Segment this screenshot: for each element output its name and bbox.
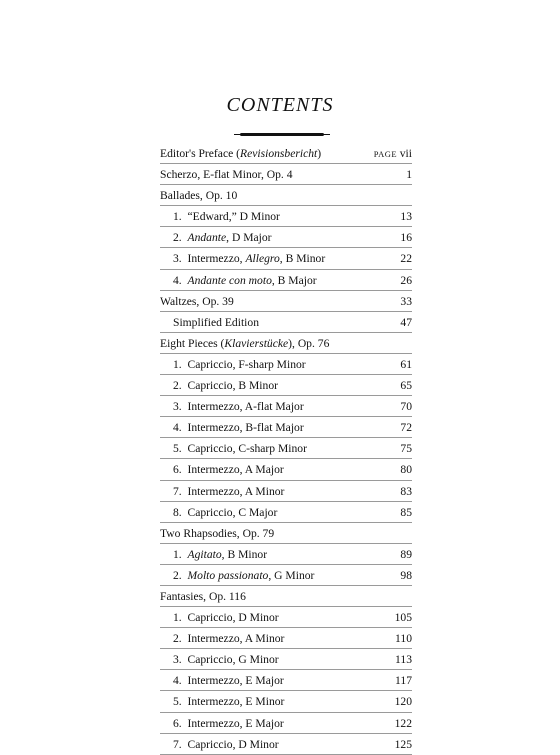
- toc-entry-row: [160, 375, 412, 396]
- toc-entry-page: 72: [400, 421, 412, 435]
- toc-entry-row: [160, 734, 412, 755]
- toc-entry-pre: Intermezzo, A-flat Major: [187, 400, 304, 414]
- toc-entry-page: 117: [395, 674, 412, 688]
- toc-entry-num: 6.: [173, 716, 182, 730]
- toc-entry-num: 4.: [173, 421, 182, 435]
- preface-post: ): [317, 147, 322, 160]
- toc-entry-page: 75: [400, 442, 412, 456]
- toc-entry-num: 2.: [173, 632, 182, 646]
- toc-entries: [160, 164, 412, 755]
- toc-entry-pre: Capriccio, D Minor: [187, 737, 279, 751]
- toc-entry-post: , D Major: [226, 231, 272, 245]
- toc-entry-num: 6.: [173, 463, 182, 477]
- toc-entry-title: [173, 569, 314, 582]
- toc-entry-page: 85: [400, 505, 412, 519]
- toc-entry-pre: Intermezzo, E Major: [187, 674, 284, 688]
- toc-entry-page: 61: [400, 357, 412, 371]
- toc-entry-page: 16: [400, 231, 412, 245]
- toc-entry-pre: Capriccio, D Minor: [187, 611, 279, 625]
- toc-entry-title: [173, 231, 272, 244]
- toc-entry-title: [160, 295, 234, 308]
- toc-entry-num: 2.: [173, 231, 182, 245]
- toc-entry-page: 1: [406, 168, 412, 182]
- toc-entry-page: 70: [400, 400, 412, 414]
- toc-entry-page: 22: [400, 252, 412, 266]
- toc-entry-post: , B Minor: [221, 547, 268, 561]
- toc-entry-row: [160, 396, 412, 417]
- toc-entry-page: 65: [400, 379, 412, 393]
- toc-entry-num: 3.: [173, 400, 182, 414]
- toc-entry-pre: “Edward,” D Minor: [187, 210, 280, 224]
- toc-entry-page: 122: [394, 716, 412, 730]
- toc-entry-page: 33: [400, 294, 412, 308]
- toc-entry-italic: Allegro: [245, 252, 280, 266]
- toc-entry-post: , G Minor: [268, 568, 315, 582]
- toc-entry-num: 4.: [173, 674, 182, 688]
- table-of-contents: [160, 143, 412, 755]
- toc-entry-post: ), Op. 76: [288, 336, 330, 350]
- toc-entry-pre: Scherzo, E-flat Minor, Op. 4: [160, 168, 293, 182]
- toc-entry-title: [173, 485, 284, 498]
- toc-entry-row: [160, 248, 412, 269]
- toc-entry-pre: Intermezzo, E Minor: [187, 695, 285, 709]
- toc-entry-title: [173, 738, 279, 751]
- preface-text: [160, 147, 321, 160]
- toc-entry-row: [160, 649, 412, 670]
- toc-entry-pre: Ballades, Op. 10: [160, 189, 238, 203]
- toc-entry-row: [160, 628, 412, 649]
- toc-entry-pre: Simplified Edition: [173, 315, 259, 329]
- preface-page: [374, 143, 412, 165]
- toc-entry-num: 2.: [173, 379, 182, 393]
- toc-entry-row: [160, 565, 412, 586]
- toc-entry-italic: Agitato: [187, 547, 222, 561]
- toc-entry-pre: Eight Pieces (: [160, 336, 225, 350]
- toc-entry-row: [160, 438, 412, 459]
- toc-entry-italic: Molto passionato: [187, 568, 269, 582]
- toc-entry-title: [173, 400, 304, 413]
- toc-entry-pre: Intermezzo, A Minor: [187, 484, 285, 498]
- toc-entry-title: [173, 274, 317, 287]
- toc-entry-row: [160, 291, 412, 312]
- toc-entry-title: [173, 717, 284, 730]
- toc-entry-title: [173, 632, 284, 645]
- toc-entry-title: [173, 421, 304, 434]
- toc-entry-num: 7.: [173, 737, 182, 751]
- toc-entry-title: [173, 379, 278, 392]
- toc-entry-row: [160, 185, 412, 206]
- toc-entry-num: 3.: [173, 252, 182, 266]
- toc-entry-title: [160, 337, 329, 350]
- toc-entry-pre: Capriccio, C Major: [187, 505, 278, 519]
- toc-entry-num: 1.: [173, 547, 182, 561]
- toc-entry-page: 113: [395, 653, 412, 667]
- toc-entry-title: [173, 316, 259, 329]
- toc-entry-row: [160, 333, 412, 354]
- toc-entry-num: 3.: [173, 653, 182, 667]
- toc-preface-row: [160, 143, 412, 164]
- toc-entry-row: [160, 481, 412, 502]
- toc-entry-row: [160, 206, 412, 227]
- toc-entry-pre: Intermezzo, E Major: [187, 716, 284, 730]
- toc-entry-row: [160, 227, 412, 248]
- toc-entry-pre: Two Rhapsodies, Op. 79: [160, 526, 275, 540]
- toc-entry-num: 5.: [173, 442, 182, 456]
- toc-entry-page: 26: [400, 273, 412, 287]
- toc-entry-title: [173, 611, 279, 624]
- toc-entry-num: 2.: [173, 568, 182, 582]
- toc-entry-pre: Capriccio, F-sharp Minor: [187, 357, 306, 371]
- toc-entry-pre: Capriccio, G Minor: [187, 653, 279, 667]
- toc-entry-row: [160, 417, 412, 438]
- page-title: CONTENTS: [226, 94, 334, 116]
- toc-entry-title: [173, 358, 306, 371]
- toc-entry-page: 98: [400, 568, 412, 582]
- toc-entry-row: [160, 270, 412, 291]
- toc-entry-title: [173, 695, 284, 708]
- toc-entry-num: 8.: [173, 505, 182, 519]
- toc-entry-title: [173, 548, 267, 561]
- toc-entry-row: [160, 691, 412, 712]
- toc-entry-num: 7.: [173, 484, 182, 498]
- toc-entry-post: , B Major: [271, 273, 317, 287]
- toc-entry-title: [173, 653, 279, 666]
- toc-entry-pre: Intermezzo, A Major: [187, 463, 284, 477]
- toc-entry-title: [173, 252, 325, 265]
- toc-entry-page: 89: [400, 547, 412, 561]
- toc-entry-pre: Waltzes, Op. 39: [160, 294, 234, 308]
- title-ornament-rule: [240, 133, 324, 136]
- toc-entry-row: [160, 164, 412, 185]
- page-label: PAGE: [373, 149, 398, 159]
- toc-entry-title: [173, 674, 284, 687]
- toc-entry-pre: Intermezzo,: [187, 252, 246, 266]
- toc-entry-pre: Intermezzo, B-flat Major: [187, 421, 304, 435]
- toc-entry-row: [160, 586, 412, 607]
- toc-entry-row: [160, 502, 412, 523]
- toc-entry-pre: Fantasies, Op. 116: [160, 589, 246, 603]
- toc-entry-row: [160, 670, 412, 691]
- toc-entry-page: 80: [400, 463, 412, 477]
- toc-entry-title: [160, 168, 293, 181]
- toc-entry-title: [160, 590, 246, 603]
- preface-pre: Editor's Preface (: [160, 147, 240, 160]
- toc-entry-page: 47: [400, 315, 412, 329]
- toc-entry-italic: Andante: [187, 231, 227, 245]
- toc-entry-row: [160, 523, 412, 544]
- toc-entry-title: [173, 506, 277, 519]
- toc-entry-num: 1.: [173, 611, 182, 625]
- toc-entry-pre: Intermezzo, A Minor: [187, 632, 285, 646]
- toc-entry-page: 125: [394, 737, 412, 751]
- toc-entry-num: 4.: [173, 273, 182, 287]
- toc-entry-page: 110: [395, 632, 412, 646]
- toc-entry-num: 1.: [173, 357, 182, 371]
- toc-entry-page: 83: [400, 484, 412, 498]
- toc-entry-italic: Andante con moto: [187, 273, 272, 287]
- toc-entry-pre: Capriccio, C-sharp Minor: [187, 442, 307, 456]
- toc-entry-num: 1.: [173, 210, 182, 224]
- toc-entry-title: [160, 527, 274, 540]
- toc-entry-title: [173, 463, 284, 476]
- toc-entry-page: 13: [400, 210, 412, 224]
- preface-italic: Revisionsbericht: [240, 147, 318, 160]
- toc-entry-num: 5.: [173, 695, 182, 709]
- toc-entry-row: [160, 459, 412, 480]
- toc-entry-page: 105: [394, 611, 412, 625]
- toc-entry-title: [173, 210, 280, 223]
- toc-entry-post: , B Minor: [279, 252, 326, 266]
- toc-entry-title: [160, 189, 237, 202]
- toc-entry-row: [160, 607, 412, 628]
- toc-entry-row: [160, 713, 412, 734]
- preface-page-number: vii: [399, 147, 412, 160]
- toc-entry-title: [173, 442, 307, 455]
- toc-entry-page: 120: [394, 695, 412, 709]
- toc-entry-row: [160, 354, 412, 375]
- toc-entry-pre: Capriccio, B Minor: [187, 379, 278, 393]
- toc-entry-row: [160, 312, 412, 333]
- toc-entry-italic: Klavierstücke: [224, 336, 289, 350]
- toc-entry-row: [160, 544, 412, 565]
